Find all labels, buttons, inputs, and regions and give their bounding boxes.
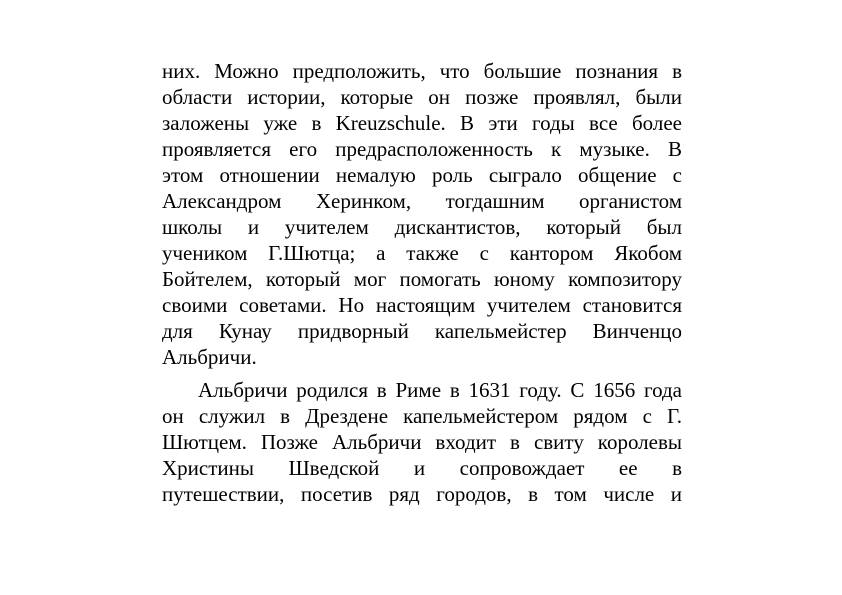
text-line: своими советами. Но настоящим учителем становится bbox=[162, 293, 682, 317]
body-text bbox=[162, 58, 682, 507]
text-line: Александром Херинком, тогдашним органистом bbox=[162, 189, 682, 213]
text-line: Христины Шведской и сопровождает ее в bbox=[162, 456, 682, 480]
text-line: них. Можно предположить, что большие познания в bbox=[162, 59, 682, 83]
text-line: школы и учителем дискантистов, который был bbox=[162, 215, 682, 239]
paragraph-2 bbox=[162, 377, 682, 507]
text-line: Альбричи родился в Риме в 1631 году. С 1656 года bbox=[198, 378, 682, 402]
text-line: путешествии, посетив ряд городов, в том числе и bbox=[162, 482, 682, 506]
paragraph-1 bbox=[162, 58, 682, 370]
text-line: учеником Г.Шютца; а также с кантором Якобом bbox=[162, 241, 682, 265]
text-line: Шютцем. Позже Альбричи входит в свиту королевы bbox=[162, 430, 682, 454]
text-line: заложены уже в Kreuzschule. В эти годы все более bbox=[162, 111, 682, 135]
text-line: для Кунау придворный капельмейстер Винченцо bbox=[162, 319, 682, 343]
paragraph-spacer bbox=[162, 370, 682, 377]
text-line: он служил в Дрездене капельмейстером рядом с Г. bbox=[162, 404, 682, 428]
text-line: этом отношении немалую роль сыграло общение с bbox=[162, 163, 682, 187]
text-line: проявляется его предрасположенность к музыке. В bbox=[162, 137, 682, 161]
text-line: Бойтелем, который мог помогать юному композитору bbox=[162, 267, 682, 291]
text-line: области истории, которые он позже проявлял, были bbox=[162, 85, 682, 109]
text-line: Альбричи. bbox=[162, 345, 257, 369]
